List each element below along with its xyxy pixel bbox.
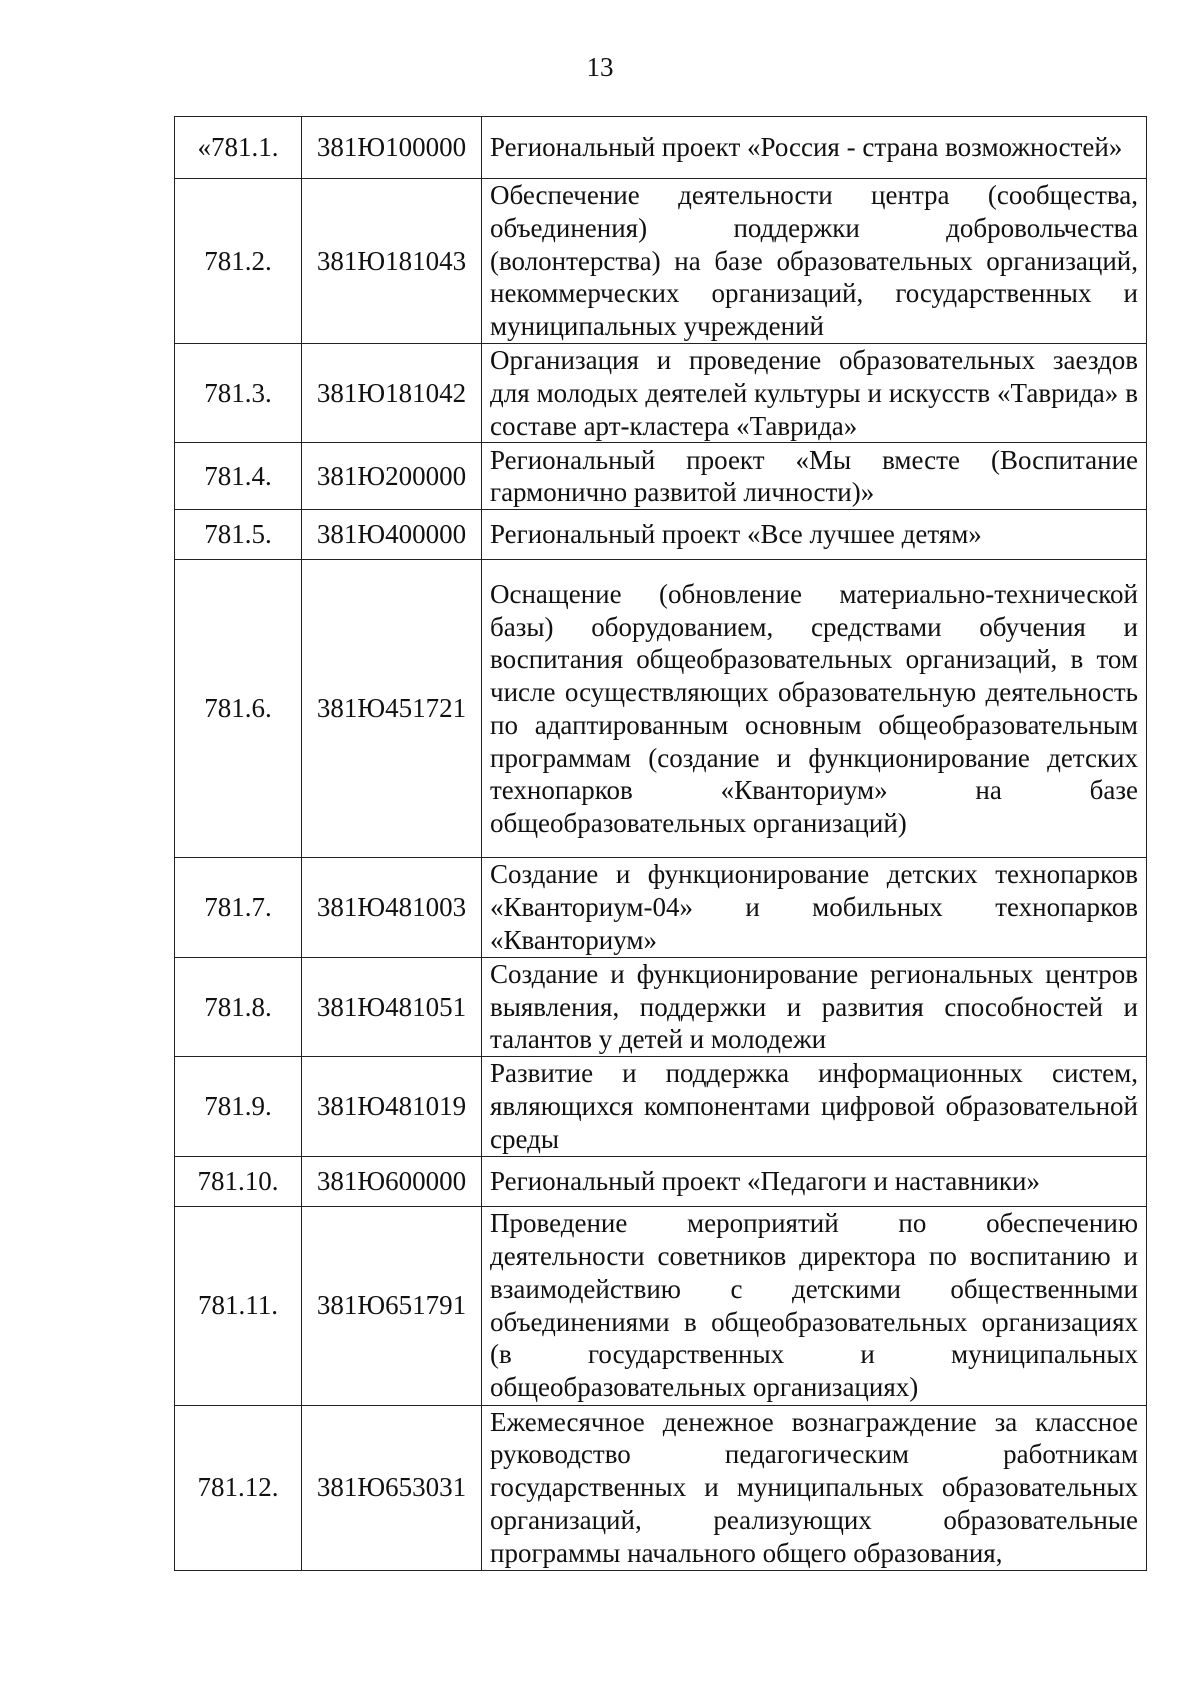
table-row [175, 510, 1147, 560]
row-description: Региональный проект «Педагоги и наставники» [482, 1156, 1147, 1206]
table-row [175, 858, 1147, 957]
row-description: Оснащение (обновление материально-технической базы) оборудованием, средствами обучения и воспитания общеобразовательных организаций, в том числе осуществляющих образовательную деятельность по адаптированным основным общеобразовательным программам (создание и функционирование детских технопарков «Кванториум» на базе общеобразовательных организаций) [482, 560, 1147, 858]
table-row [175, 443, 1147, 510]
row-description: Создание и функционирование детских технопарков «Кванториум-04» и мобильных технопарков «Кванториум» [482, 858, 1147, 957]
classification-code: 381Ю181043 [302, 179, 482, 344]
row-number: 781.4. [175, 443, 302, 510]
row-number: 781.2. [175, 179, 302, 344]
table-row [175, 957, 1147, 1056]
row-number: 781.6. [175, 560, 302, 858]
row-number: 781.7. [175, 858, 302, 957]
row-number: 781.12. [175, 1405, 302, 1570]
table-row [175, 117, 1147, 179]
table-row [175, 560, 1147, 858]
table-row [175, 1156, 1147, 1206]
table-row [175, 1206, 1147, 1405]
classification-code: 381Ю481003 [302, 858, 482, 957]
row-number: «781.1. [175, 117, 302, 179]
row-description: Ежемесячное денежное вознаграждение за классное руководство педагогическим работникам государственных и муниципальных образовательных организаций, реализующих образовательные программы начального общего образования, [482, 1405, 1147, 1570]
table-row [175, 344, 1147, 443]
row-description: Региональный проект «Россия - страна возможностей» [482, 117, 1147, 179]
row-description: Проведение мероприятий по обеспечению деятельности советников директора по воспитанию и взаимодействию с детскими общественными объединениями в общеобразовательных организациях (в государственных и муниципальных общеобразовательных организациях) [482, 1206, 1147, 1405]
classification-code: 381Ю181042 [302, 344, 482, 443]
row-number: 781.3. [175, 344, 302, 443]
classification-code: 381Ю600000 [302, 1156, 482, 1206]
row-number: 781.10. [175, 1156, 302, 1206]
classification-code: 381Ю481051 [302, 957, 482, 1056]
classification-code: 381Ю481019 [302, 1057, 482, 1156]
table-row [175, 179, 1147, 344]
row-description: Обеспечение деятельности центра (сообщества, объединения) поддержки добровольчества (волонтерства) на базе образовательных организаций, некоммерческих организаций, государственных и муниципальных учреждений [482, 179, 1147, 344]
budget-classification-table [174, 116, 1147, 1571]
table-row [175, 1405, 1147, 1570]
row-number: 781.11. [175, 1206, 302, 1405]
row-description: Развитие и поддержка информационных систем, являющихся компонентами цифровой образовательной среды [482, 1057, 1147, 1156]
row-description: Организация и проведение образовательных заездов для молодых деятелей культуры и искусств «Таврида» в составе арт-кластера «Таврида» [482, 344, 1147, 443]
row-number: 781.8. [175, 957, 302, 1056]
row-description: Создание и функционирование региональных центров выявления, поддержки и развития способностей и талантов у детей и молодежи [482, 957, 1147, 1056]
row-description: Региональный проект «Все лучшее детям» [482, 510, 1147, 560]
classification-code: 381Ю100000 [302, 117, 482, 179]
classification-code: 381Ю653031 [302, 1405, 482, 1570]
classification-code: 381Ю451721 [302, 560, 482, 858]
row-number: 781.5. [175, 510, 302, 560]
page-number: 13 [586, 52, 614, 82]
classification-code: 381Ю200000 [302, 443, 482, 510]
classification-code: 381Ю400000 [302, 510, 482, 560]
row-description: Региональный проект «Мы вместе (Воспитание гармонично развитой личности)» [482, 443, 1147, 510]
table-row [175, 1057, 1147, 1156]
row-number: 781.9. [175, 1057, 302, 1156]
classification-code: 381Ю651791 [302, 1206, 482, 1405]
